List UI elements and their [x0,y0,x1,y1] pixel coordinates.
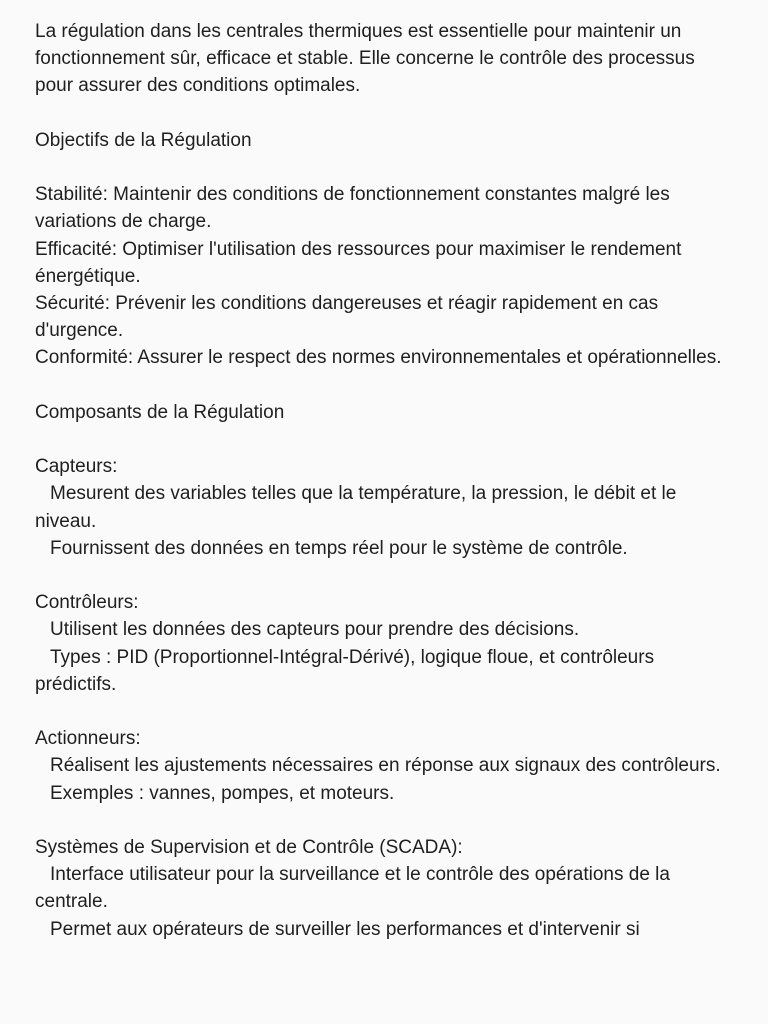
components-heading: Composants de la Régulation [35,401,285,423]
objective-efficiency: Efficacité: Optimiser l'utilisation des ressources pour maximiser le rendement énergétique. [35,238,682,287]
component-item: Interface utilisateur pour la surveillance et le contrôle des opérations de la centrale. [35,864,670,913]
spacer [35,372,735,399]
spacer [35,426,735,453]
component-title-controllers: Contrôleurs: [35,592,139,614]
document-body [35,18,735,943]
objective-safety: Sécurité: Prévenir les conditions dangereuses et réagir rapidement en cas d'urgence. [35,293,659,342]
objective-compliance: Conformité: Assurer le respect des normes environnementales et opérationnelles. [35,347,722,369]
intro-paragraph: La régulation dans les centrales thermiques est essentielle pour maintenir un fonctionnement sûr, efficace et stable. Elle concerne le contrôle des processus pour assurer des conditions optimales. [35,21,695,97]
objective-stability: Stabilité: Maintenir des conditions de fonctionnement constantes malgré les variations de charge. [35,184,670,233]
component-item: Permet aux opérateurs de surveiller les performances et d'intervenir si [50,918,640,940]
spacer [35,562,735,589]
component-title-sensors: Capteurs: [35,456,118,478]
component-title-scada: Systèmes de Supervision et de Contrôle (SCADA): [35,836,463,858]
spacer [35,698,735,725]
objectives-heading: Objectifs de la Régulation [35,129,252,151]
spacer [35,807,735,834]
component-item: Réalisent les ajustements nécessaires en réponse aux signaux des contrôleurs. [50,755,721,777]
component-item: Fournissent des données en temps réel pour le système de contrôle. [50,537,628,559]
component-item: Mesurent des variables telles que la température, la pression, le débit et le niveau. [35,483,677,532]
spacer [35,154,735,181]
spacer [35,100,735,127]
component-item: Exemples : vannes, pompes, et moteurs. [50,782,395,804]
component-title-actuators: Actionneurs: [35,728,141,750]
component-item: Utilisent les données des capteurs pour prendre des décisions. [50,619,580,641]
component-item: Types : PID (Proportionnel-Intégral-Dérivé), logique floue, et contrôleurs prédictifs. [35,646,655,695]
